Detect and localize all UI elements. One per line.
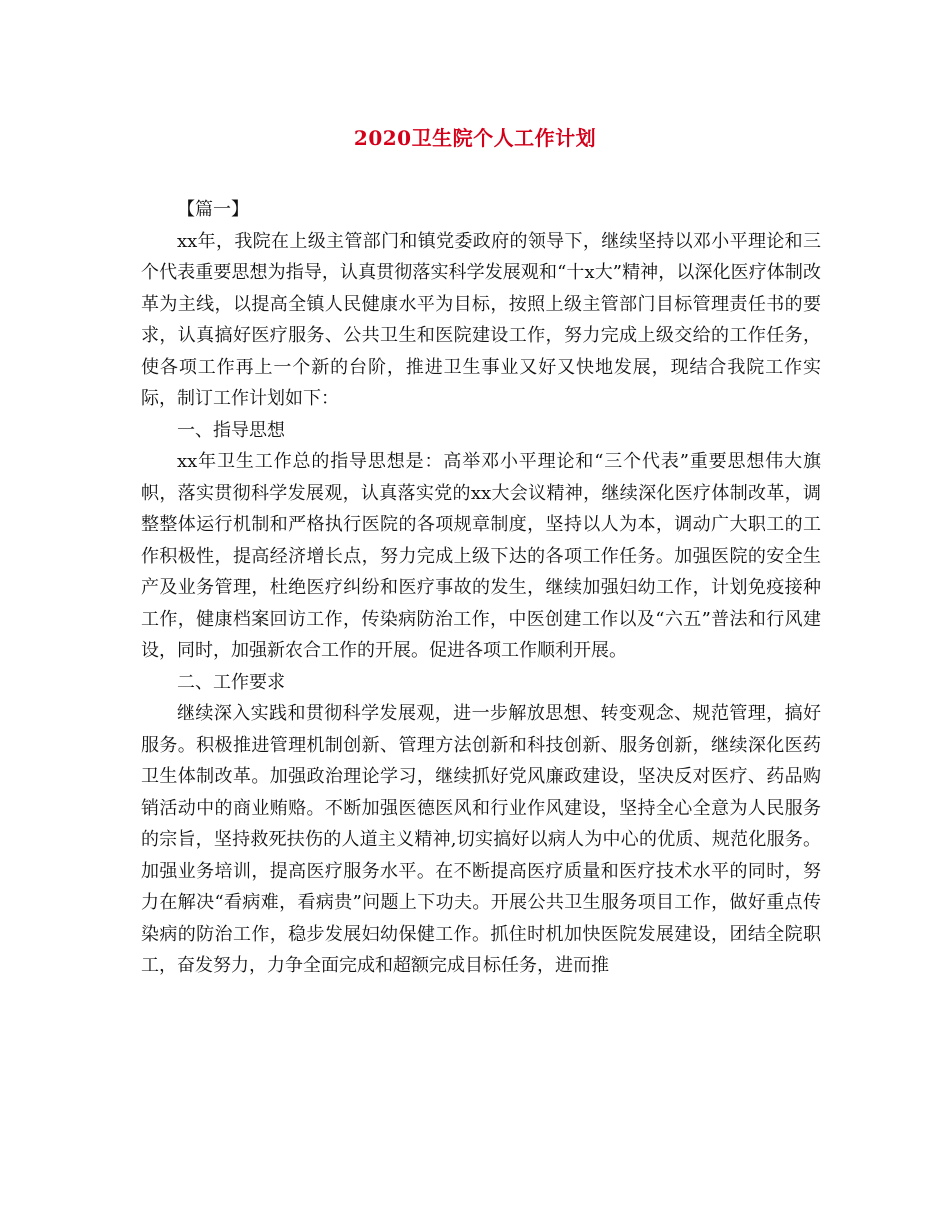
document-title: 2020卫生院个人工作计划 <box>353 126 597 150</box>
work-requirements-paragraph: 继续深入实践和贯彻科学发展观，进一步解放思想、转变观念、规范管理，搞好服务。积极推进管理机制创新、管理方法创新和科技创新、服务创新，继续深化医药卫生体制改革。加强政治理论学习，继续抓好党风廉政建设，坚决反对医疗、药品购销活动中的商业贿赂。不断加强医德医风和行业作风建设，坚持全心全意为人民服务的宗旨，坚持救死扶伤的人道主义精神,切实搞好以病人为中心的优质、规范化服务。加强业务培训，提高医疗服务水平。在不断提高医疗质量和医疗技术水平的同时，努力在解决“看病难，看病贵”问题上下功夫。开展公共卫生服务项目工作，做好重点传染病的防治工作，稳步发展妇幼保健工作。抓住时机加快医院发展建设，团结全院职工，奋发努力，力争全面完成和超额完成目标任务，进而推 <box>141 703 821 976</box>
section-heading-guiding-ideology: 一、指导思想 <box>177 419 285 441</box>
intro-paragraph: xx年，我院在上级主管部门和镇党委政府的领导下，继续坚持以邓小平理论和三个代表重要思想为指导，认真贯彻落实科学发展观和“十x大”精神，以深化医疗体制改革为主线，以提高全镇人民健康水平为目标，按照上级主管部门目标管理责任书的要求，认真搞好医疗服务、公共卫生和医院建设工作，努力完成上级交给的工作任务，使各项工作再上一个新的台阶，推进卫生事业又好又快地发展，现结合我院工作实际，制订工作计划如下： <box>141 230 821 409</box>
guiding-ideology-paragraph: xx年卫生工作总的指导思想是：高举邓小平理论和“三个代表”重要思想伟大旗帜，落实贯彻科学发展观，认真落实党的xx大会议精神，继续深化医疗体制改革，调整整体运行机制和严格执行医院的各项规章制度，坚持以人为本，调动广大职工的工作积极性，提高经济增长点，努力完成上级下达的各项工作任务。加强医院的安全生产及业务管理，杜绝医疗纠纷和医疗事故的发生，继续加强妇幼工作，计划免疫接种工作，健康档案回访工作，传染病防治工作，中医创建工作以及“六五”普法和行风建设，同时，加强新农合工作的开展。促进各项工作顺利开展。 <box>141 451 821 661</box>
section-heading-work-requirements: 二、工作要求 <box>177 671 285 693</box>
document-body <box>141 194 821 982</box>
section-label: 【篇一】 <box>177 199 249 220</box>
